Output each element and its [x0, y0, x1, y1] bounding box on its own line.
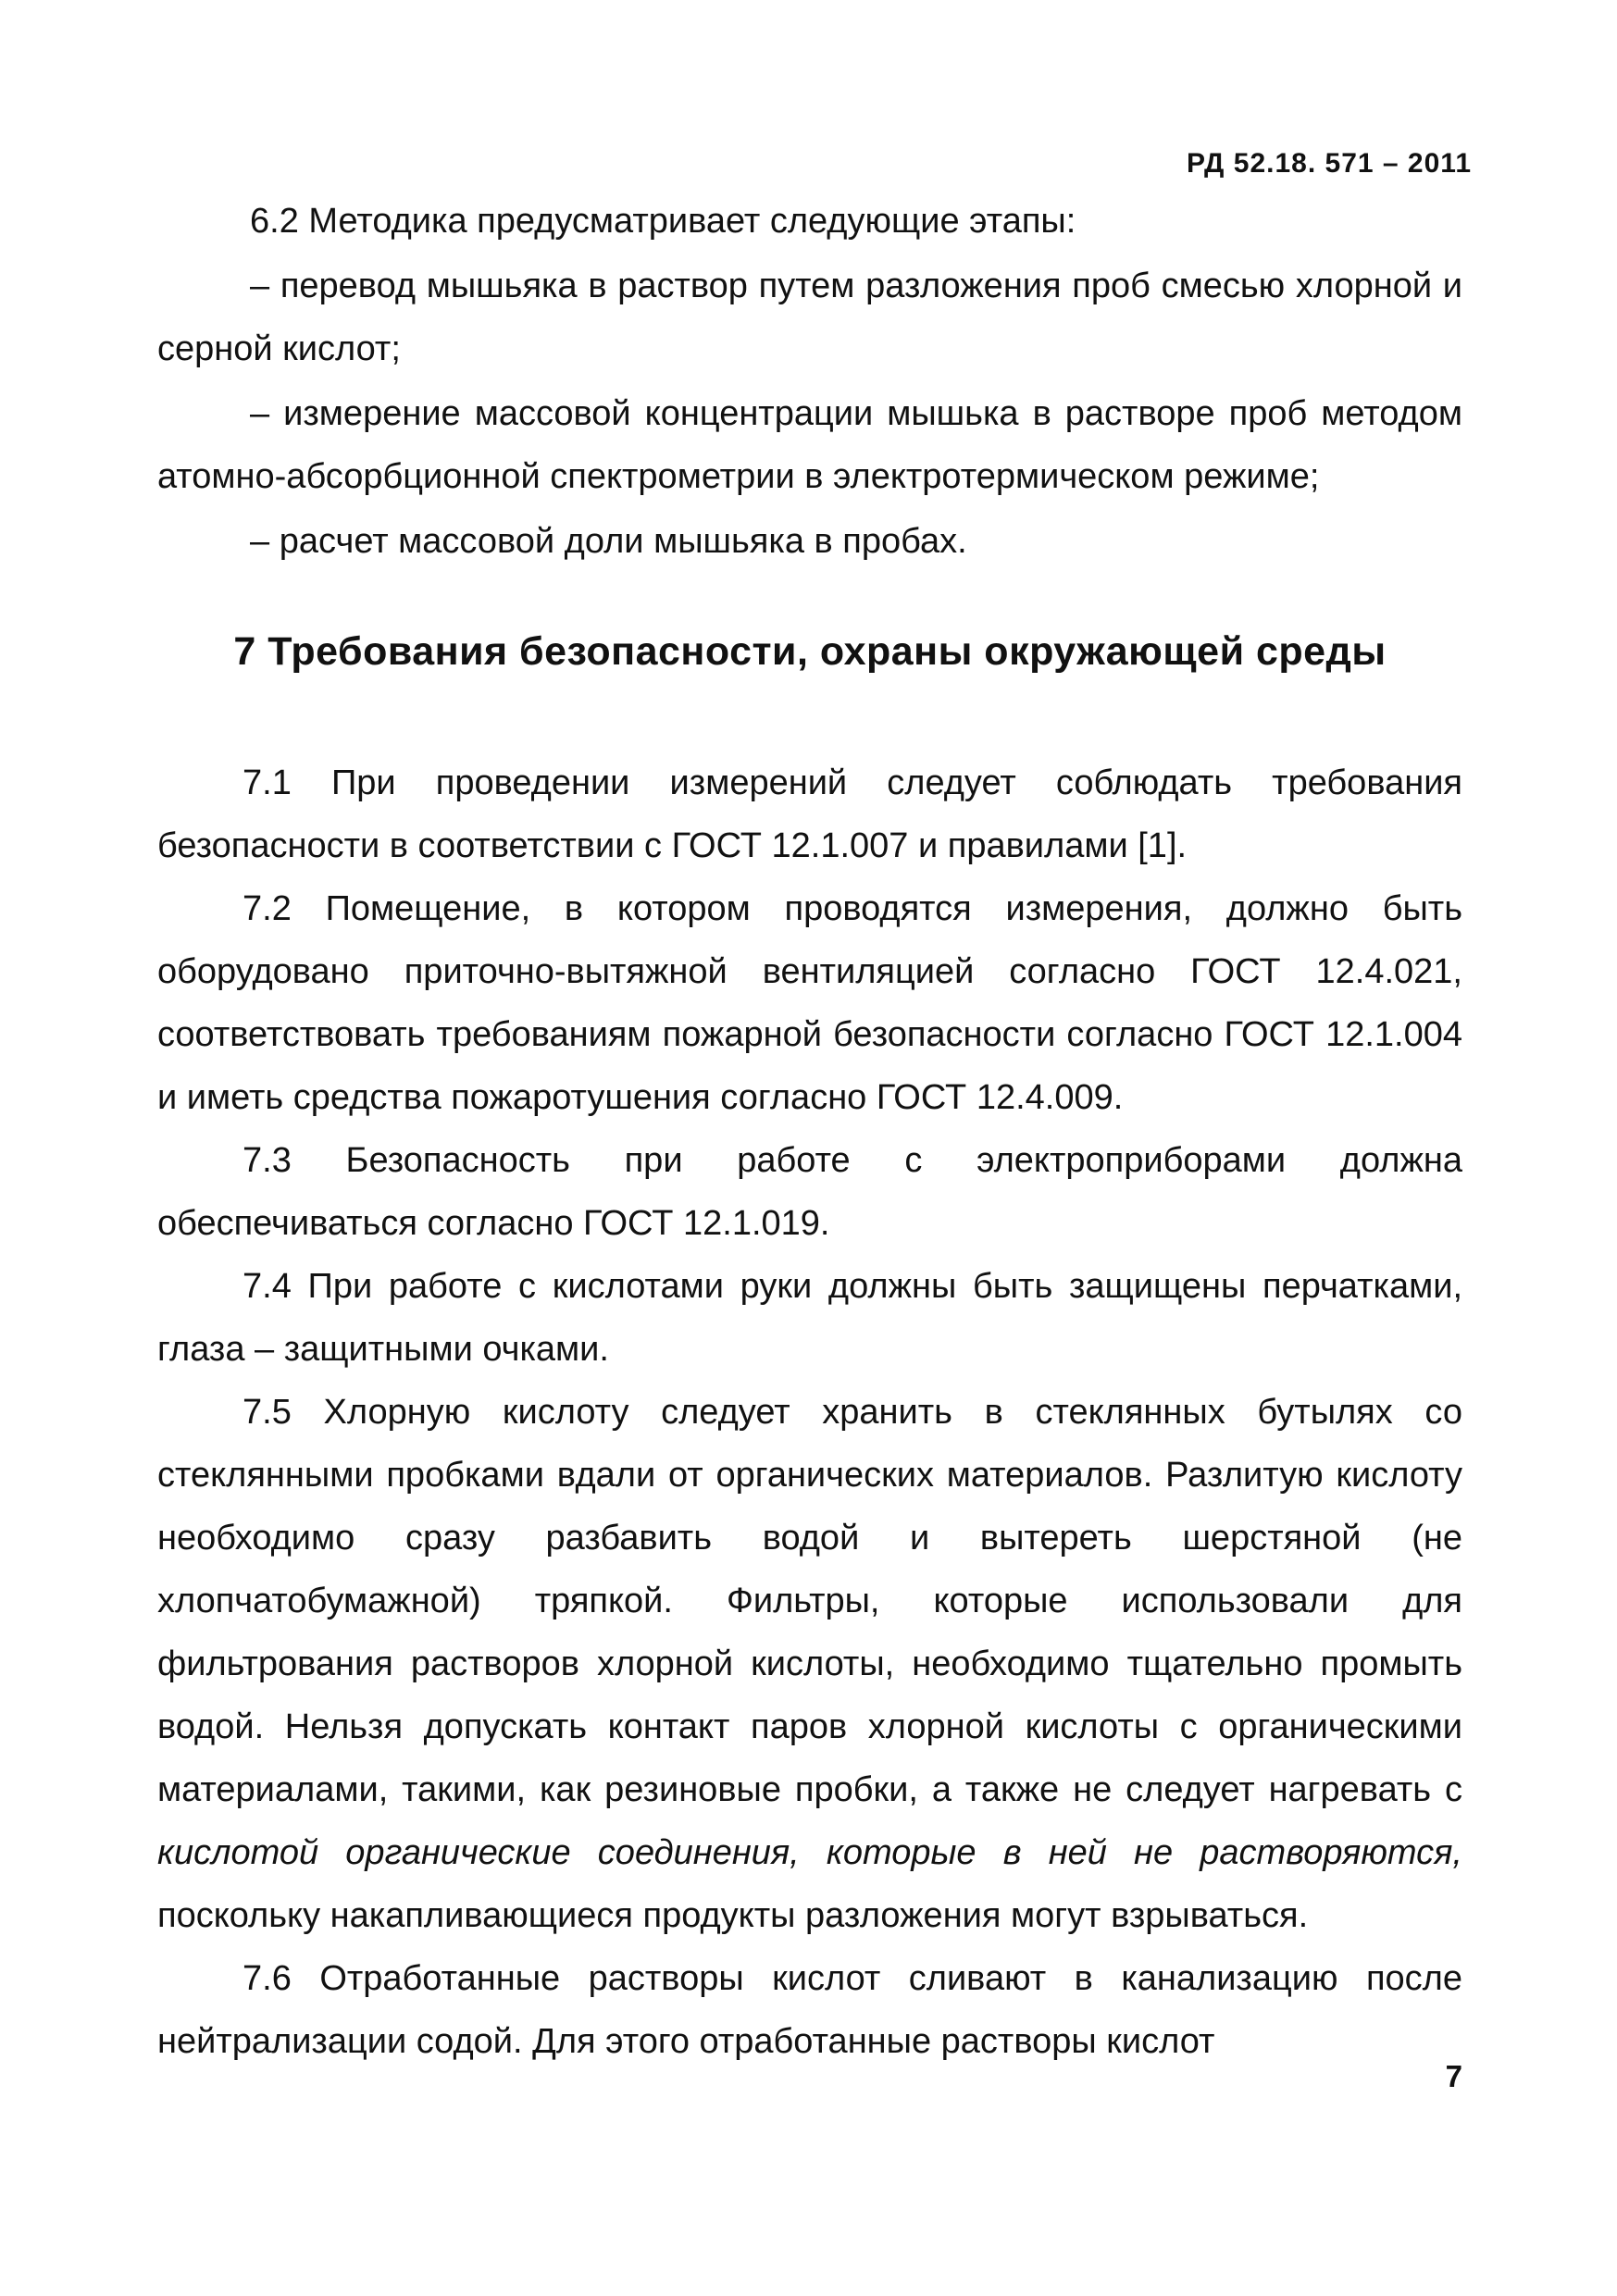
list-item: – измерение массовой концентрации мышька в растворе проб методом атомно-абсорбционной спектрометрии в электротермическом режиме; [157, 394, 1462, 496]
document-code: РД 52.18. 571 – 2011 [1186, 148, 1472, 179]
section-6-intro: 6.2 Методика предусматривает следующие этапы: [250, 202, 1076, 241]
paragraph-7-4: 7.4 При работе с кислотами руки должны быть защищены перчатками, глаза – защитными очками. [157, 1267, 1462, 1369]
paragraph-7-5 [157, 1381, 1462, 1947]
paragraph-7-5-end: поскольку накапливающиеся продукты разложения могут взрываться. [157, 1896, 1309, 1935]
paragraph-7-5-italic: кислотой органические соединения, которые в ней не растворяются, [157, 1833, 1462, 1872]
section-7-heading: 7 Требования безопасности, охраны окружающей среды [233, 629, 1387, 674]
section-6-text [157, 190, 1462, 573]
page-number: 7 [1445, 2059, 1462, 2093]
paragraph-7-6: 7.6 Отработанные растворы кислот сливают в канализацию после нейтрализации содой. Для этого отработанные растворы кислот [157, 1959, 1462, 2061]
list-item: – расчет массовой доли мышьяка в пробах. [250, 522, 967, 561]
section-7-text [157, 751, 1462, 2073]
paragraph-7-5-start: 7.5 Хлорную кислоту следует хранить в стеклянных бутылях со стеклянными пробками вдали от органических материалов. Разлитую кислоту необходимо сразу разбавить водой и вытереть шерстяной (не хлопчатобумажной) тряпкой. Фильтры, которые использовали для фильтрования растворов хлорной кислоты, необходимо тщательно промыть водой. Нельзя допускать контакт паров хлорной кислоты с органическими материалами, такими, как резиновые пробки, а также не следует нагревать с [157, 1393, 1462, 1809]
paragraph-7-2: 7.2 Помещение, в котором проводятся измерения, должно быть оборудовано приточно-вытяжной вентиляцией согласно ГОСТ 12.4.021, соответствовать требованиям пожарной безопасности согласно ГОСТ 12.1.004 и иметь средства пожаротушения согласно ГОСТ 12.4.009. [157, 889, 1462, 1117]
paragraph-7-3: 7.3 Безопасность при работе с электроприборами должна обеспечиваться согласно ГОСТ 12.1.019. [157, 1141, 1462, 1243]
list-item: – перевод мышьяка в раствор путем разложения проб смесью хлорной и серной кислот; [157, 267, 1462, 368]
paragraph-7-1: 7.1 При проведении измерений следует соблюдать требования безопасности в соответствии с ГОСТ 12.1.007 и правилами [1]. [157, 763, 1462, 865]
